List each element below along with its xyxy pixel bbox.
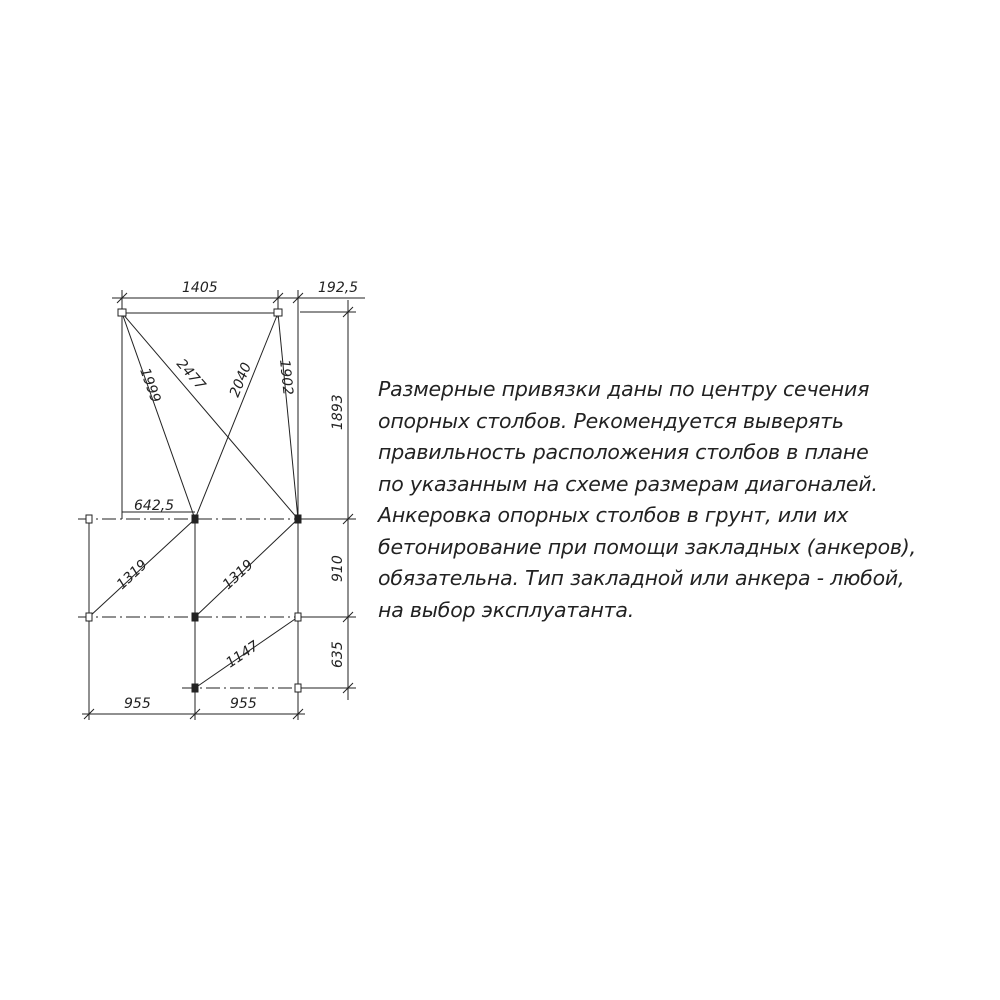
note-line: Анкеровка опорных столбов в грунт, или их xyxy=(378,503,849,527)
dim-bottom-left: 955 xyxy=(124,696,151,712)
dim-diag-right-mid: 2040 xyxy=(226,360,256,400)
dim-diag-lower-left: 1319 xyxy=(113,556,151,593)
dim-top-right-offset: 192,5 xyxy=(318,280,359,296)
dim-bottom-right: 955 xyxy=(230,696,257,712)
note-line: по указанным на схеме размерам диагоналей. xyxy=(378,471,878,496)
dim-diag-bottom: 1147 xyxy=(223,638,262,672)
dim-top-width: 1405 xyxy=(182,280,218,296)
dim-diag-left-short: 1999 xyxy=(136,365,164,405)
dim-height-bottom: 635 xyxy=(330,641,346,668)
dim-diag-lower-mid: 1319 xyxy=(219,556,257,593)
dim-diag-right-short: 1902 xyxy=(276,358,296,396)
note-line: обязательна. Тип закладной или анкера - любой, xyxy=(378,566,905,590)
dim-offset-mid: 642,5 xyxy=(134,498,175,514)
note-line: правильность расположения столбов в плане xyxy=(378,440,869,464)
note-line: опорных столбов. Рекомендуется выверять xyxy=(378,408,844,433)
note-line: бетонирование при помощи закладных (анкеров), xyxy=(378,534,916,559)
note-line: на выбор эксплуатанта. xyxy=(378,597,635,622)
note-line: Размерные привязки даны по центру сечения xyxy=(378,377,870,401)
dim-height-main: 1893 xyxy=(330,394,346,430)
dim-diag-long: 2477 xyxy=(172,356,209,394)
installation-note xyxy=(378,374,938,626)
dim-height-mid: 910 xyxy=(330,555,346,582)
